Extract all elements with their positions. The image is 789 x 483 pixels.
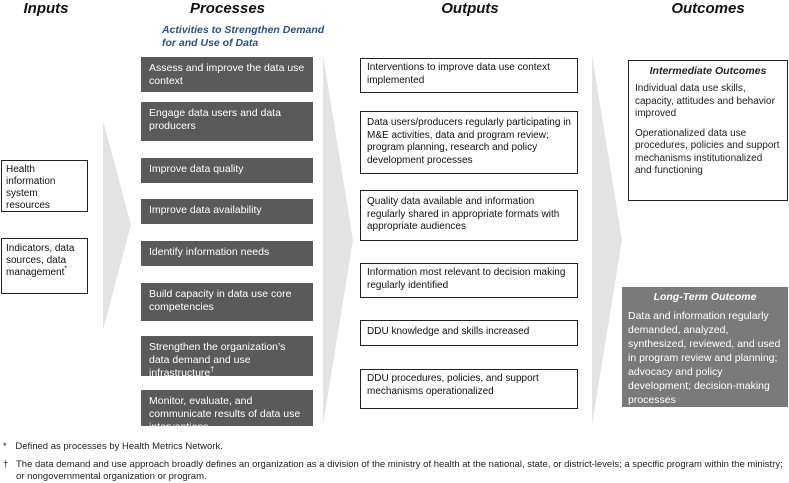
process-text: Build capacity in data use core competencies — [149, 288, 292, 313]
input-box — [1, 238, 88, 294]
process-text: Improve data availability — [149, 204, 262, 216]
process-text: Engage data users and data producers — [149, 107, 281, 132]
header-outcomes: Outcomes — [671, 0, 745, 17]
header-processes: Processes — [189, 0, 266, 17]
footnote-mark: † — [3, 459, 9, 470]
output-text: Information most relevant to decision making regularly identified — [367, 267, 566, 291]
output-text: Data users/producers regularly participating in M&E activities, data and program review; program planning, research and policy development processes — [367, 117, 571, 166]
output-box — [360, 369, 578, 409]
arrow-shape — [323, 55, 353, 425]
footnote — [3, 441, 783, 453]
input-text: Health information system resources — [6, 164, 56, 211]
process-box — [141, 57, 313, 92]
input-footnote-mark: * — [64, 265, 68, 273]
input-text: Indicators, data sources, data management — [6, 243, 75, 278]
process-box — [141, 158, 313, 183]
long-term-outcome-box — [622, 287, 788, 407]
output-box — [360, 190, 578, 241]
long-term-outcome-text: Data and information regularly demanded, analyzed, synthesized, reviewed, and used in program review and planning; advocacy and policy development; decision-making processes — [628, 310, 781, 406]
process-box — [141, 199, 313, 224]
arrow-outputs-to-outcomes — [592, 55, 624, 425]
output-box — [360, 111, 578, 174]
header-inputs: Inputs — [23, 0, 69, 17]
processes-subheader: Activities to Strengthen Demand for and Use of Data — [162, 24, 325, 49]
process-text: Assess and improve the data use context — [149, 62, 305, 87]
footnote-text: The data demand and use approach broadly defines an organization as a division of the ministry of health at the national, state, or district-levels; a specific program within the ministry; or nongovernmental organization or program. — [16, 459, 783, 482]
output-text: DDU procedures, policies, and support mechanisms operationalized — [367, 373, 539, 397]
arrow-processes-to-outputs — [323, 55, 355, 425]
arrow-shape — [592, 55, 622, 425]
footnote — [3, 459, 783, 483]
footnote-text: Defined as processes by Health Metrics Network. — [15, 441, 223, 452]
process-text: Improve data quality — [149, 163, 244, 175]
process-box — [141, 283, 313, 321]
process-box — [141, 336, 313, 379]
header-outputs: Outputs — [441, 0, 499, 17]
arrow-inputs-to-processes — [103, 120, 133, 330]
output-box — [360, 58, 578, 93]
input-box — [1, 160, 88, 212]
process-footnote-mark: † — [210, 366, 215, 374]
process-box — [141, 102, 313, 141]
output-text: DDU knowledge and skills increased — [367, 326, 530, 337]
output-text: Quality data available and information regularly shared in appropriate formats with appropriate audiences — [367, 196, 560, 232]
intermediate-outcome-item: Individual data use skills, capacity, attitudes and behavior improved — [635, 83, 775, 119]
process-box — [141, 241, 313, 266]
arrow-shape — [103, 120, 131, 330]
output-box — [360, 263, 578, 298]
intermediate-outcomes-box — [628, 60, 788, 201]
process-text: Strengthen the organization’s data demand and use infrastructure — [149, 341, 286, 379]
process-text: Identify information needs — [149, 246, 270, 258]
output-text: Interventions to improve data use context implemented — [367, 62, 550, 86]
intermediate-outcomes-title: Intermediate Outcomes — [649, 65, 767, 77]
process-box — [141, 390, 313, 433]
process-text: Monitor, evaluate, and communicate results of data use interventions — [149, 395, 301, 433]
intermediate-outcome-item: Operationalized data use procedures, policies and support mechanisms institutionalized and functioning — [635, 127, 780, 176]
footnote-mark: * — [3, 441, 7, 452]
long-term-outcome-title: Long-Term Outcome — [653, 291, 757, 303]
output-box — [360, 320, 578, 346]
